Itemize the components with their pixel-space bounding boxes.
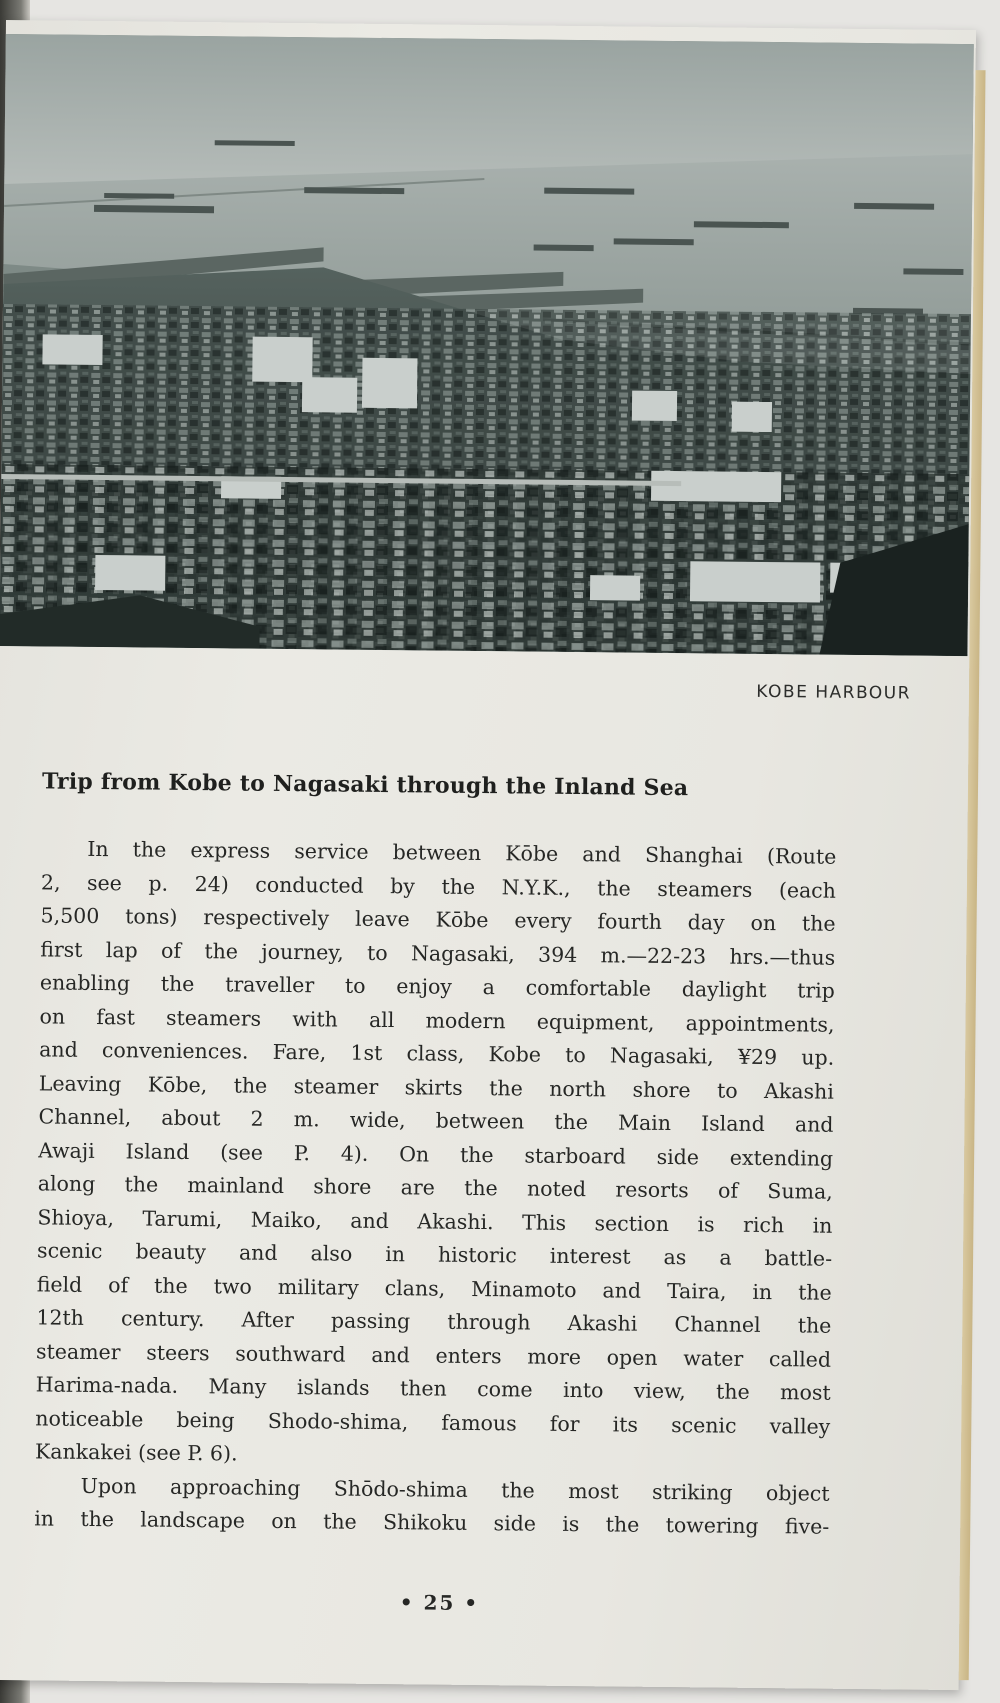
harbour-photo <box>0 34 974 656</box>
section-heading: Trip from Kobe to Nagasaki through the Inland Sea <box>41 768 689 802</box>
text-line: along the mainland shore are the noted resorts of Suma, <box>37 1171 833 1204</box>
page-number: • 25 • <box>399 1590 480 1616</box>
text-line: field of the two military clans, Minamoto and Taira, in the <box>36 1271 832 1305</box>
text-line: Kankakei (see P. 6). <box>34 1439 238 1466</box>
text-line: first lap of the journey, to Nagasaki, 394 m.—22-23 hrs.—thus <box>40 936 836 970</box>
book-page <box>0 20 976 1690</box>
text-line: In the express service between Kōbe and Shanghai (Route <box>87 836 837 869</box>
photo-caption: KOBE HARBOUR <box>756 681 912 704</box>
text-line: in the landscape on the Shikoku side is the towering five- <box>34 1506 830 1539</box>
text-line: on fast steamers with all modern equipment, appointments, <box>39 1003 835 1037</box>
text-line: steamer steers southward and enters more open water called <box>35 1338 832 1372</box>
text-line: Leaving Kōbe, the steamer skirts the north shore to Akashi <box>38 1070 834 1104</box>
text-line: 12th century. After passing through Akashi Channel the <box>36 1305 832 1338</box>
text-line: scenic beauty and also in historic interest as a battle- <box>36 1238 833 1271</box>
body-text <box>34 832 836 1544</box>
text-line: Shioya, Tarumi, Maiko, and Akashi. This section is rich in <box>37 1204 833 1238</box>
text-line: Harima-nada. Many islands then come into view, the most <box>35 1372 831 1405</box>
text-line: Awaji Island (see P. 4). On the starboard side extending <box>38 1137 834 1171</box>
text-line: noticeable being Shodo-shima, famous for its scenic valley <box>35 1405 831 1439</box>
text-line: 5,500 tons) respectively leave Kōbe every fourth day on the <box>40 903 836 936</box>
harbour-photo-icon <box>0 34 974 656</box>
text-line: and conveniences. Fare, 1st class, Kobe to Nagasaki, ¥29 up. <box>39 1037 835 1070</box>
text-line: 2, see p. 24) conducted by the N.Y.K., the steamers (each <box>40 869 837 903</box>
text-line: enabling the traveller to enjoy a comfortable daylight trip <box>39 970 836 1003</box>
text-line: Channel, about 2 m. wide, between the Main Island and <box>38 1104 834 1137</box>
text-line: Upon approaching Shōdo-shima the most striking object <box>80 1473 830 1506</box>
